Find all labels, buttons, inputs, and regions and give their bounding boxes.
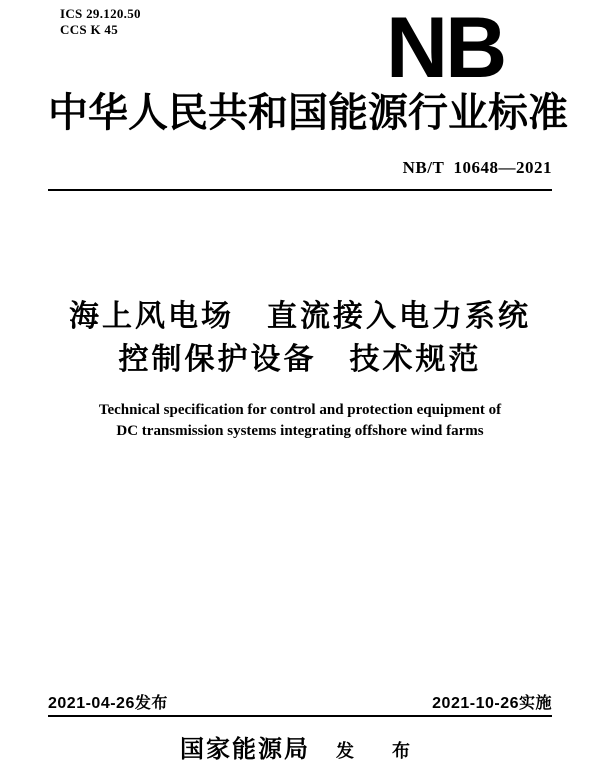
implement-date: 2021-10-26实施 [432,695,552,712]
standard-number: NB/T 10648—2021 [402,158,552,177]
dates-row [48,695,552,713]
issue-date: 2021-04-26发布 [48,695,168,712]
title-chinese-line2: 控制保护设备 技术规范 [118,343,482,376]
publish-action-label: 发 布 [336,741,420,761]
classification-codes [60,6,141,38]
nb-logo: NB [386,0,505,96]
publisher-row [0,735,600,765]
title-chinese-line1: 海上风电场 直流接入电力系统 [69,300,531,333]
ccs-code: CCS K 45 [60,22,119,37]
title-english [0,400,600,442]
title-english-line1: Technical specification for control and protection equipment of [98,402,502,418]
ics-code: ICS 29.120.50 [60,6,141,21]
standard-type-title: 中华人民共和国能源行业标准 [48,90,568,135]
footer-divider [48,715,552,717]
publisher-name: 国家能源局 [180,737,310,763]
header-divider [48,189,552,191]
title-english-line2: DC transmission systems integrating offshore wind farms [116,423,484,439]
